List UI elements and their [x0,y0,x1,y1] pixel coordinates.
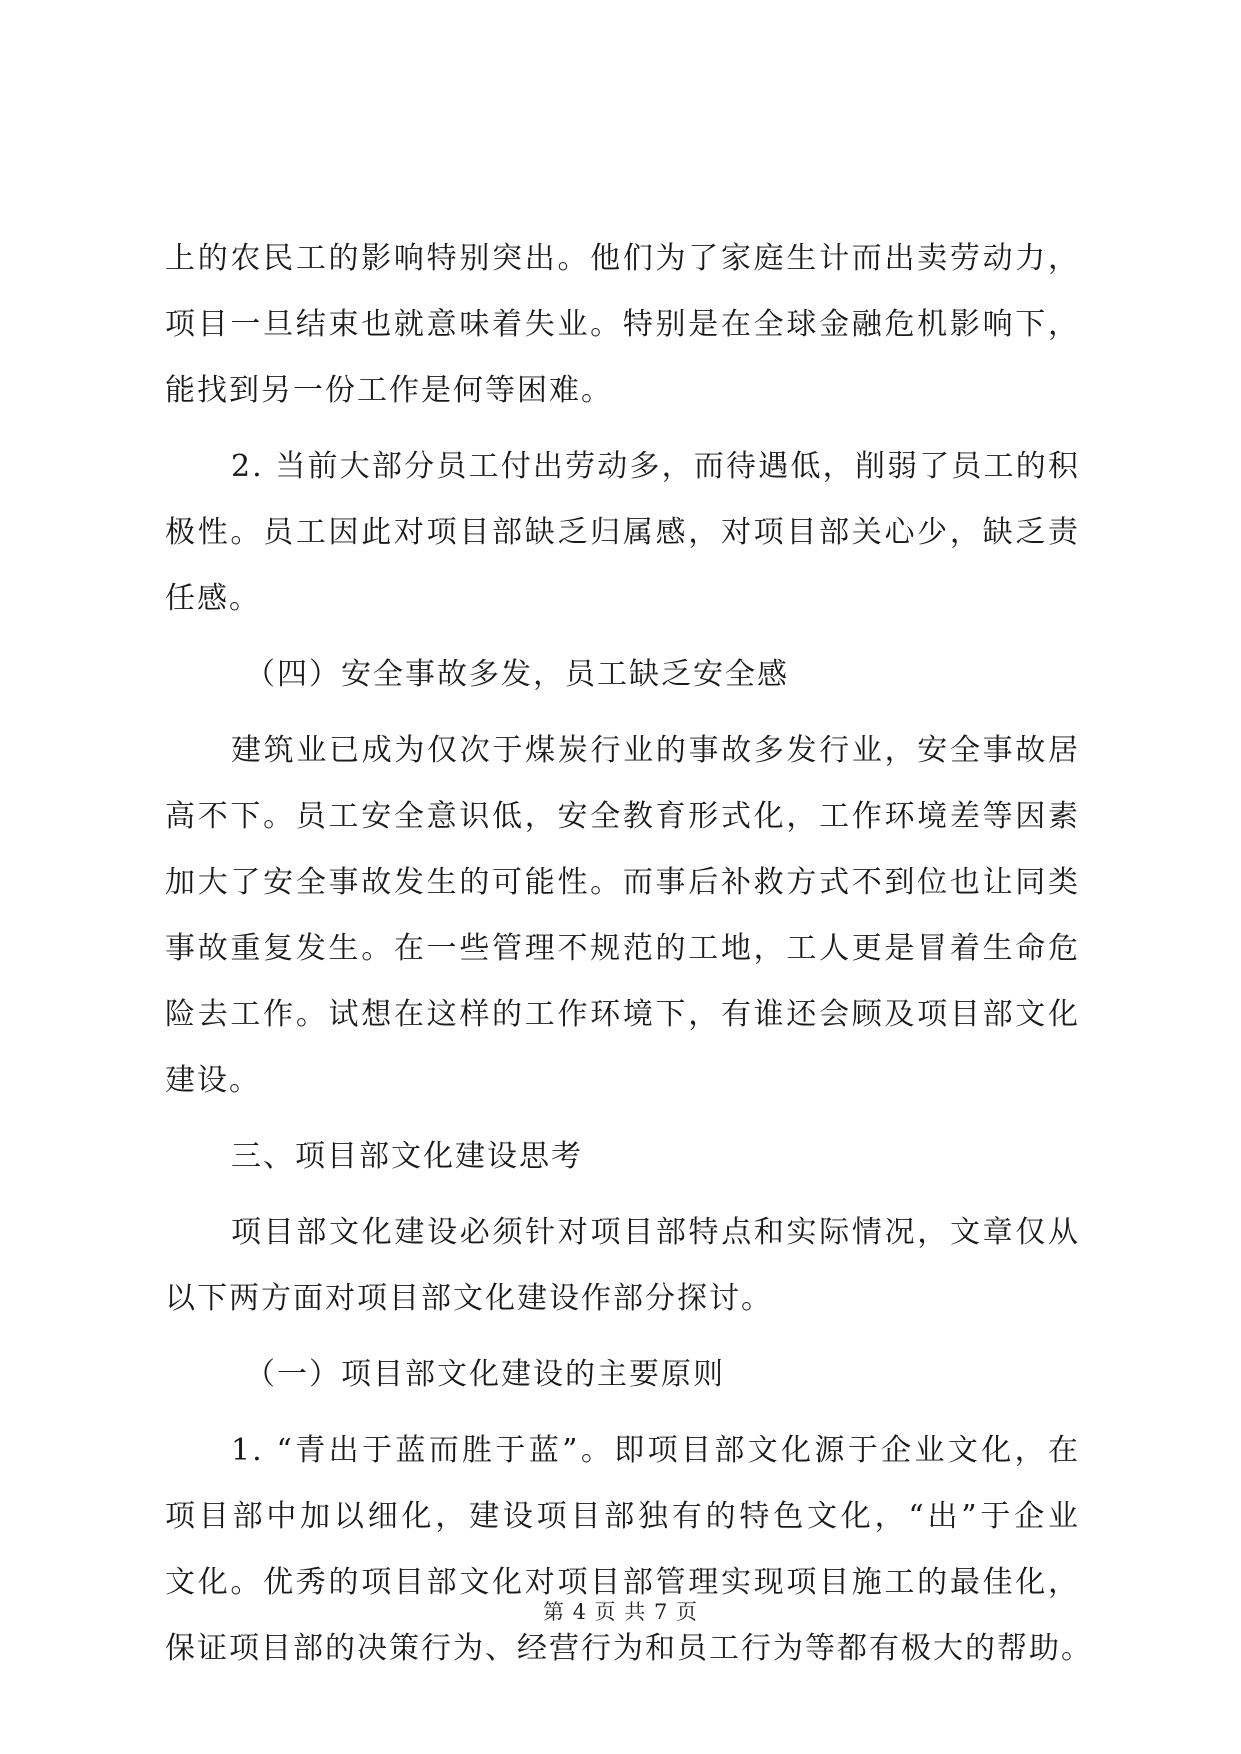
text-line: 文化。优秀的项目部文化对项目部管理实现项目施工的最佳化， [165,1565,1080,1600]
text-line: 加大了安全事故发生的可能性。而事后补救方式不到位也让同类 [165,865,1080,900]
text-line: 建设。 [165,1063,261,1098]
text-line: 任感。 [165,581,261,616]
text-line: 极性。员工因此对项目部缺乏归属感，对项目部关心少，缺乏责 [165,515,1080,550]
text-line: 保证项目部的决策行为、经营行为和员工行为等都有极大的帮助。 [165,1631,1093,1666]
text-line: 建筑业已成为仅次于煤炭行业的事故多发行业，安全事故居 [231,733,1080,768]
text-line: 事故重复发生。在一些管理不规范的工地，工人更是冒着生命危 [165,931,1080,966]
text-line: 项目部文化建设必须针对项目部特点和实际情况，文章仅从 [231,1215,1080,1250]
text-line: 上的农民工的影响特别突出。他们为了家庭生计而出卖劳动力， [165,241,1080,276]
text-line: 能找到另一份工作是何等困难。 [165,373,613,408]
text-line: 高不下。员工安全意识低，安全教育形式化，工作环境差等因素 [165,799,1080,834]
text-line: 1. “青出于蓝而胜于蓝”。即项目部文化源于企业文化，在 [231,1433,1080,1468]
text-line: 项目部中加以细化，建设项目部独有的特色文化，“出”于企业 [165,1499,1080,1534]
document-body [165,226,1093,1682]
text-line: 险去工作。试想在这样的工作环境下，有谁还会顾及项目部文化 [165,997,1080,1032]
page-number: 第 4 页 共 7 页 [542,1600,699,1624]
text-line: 以下两方面对项目部文化建设作部分探讨。 [165,1281,773,1316]
section-heading: 三、项目部文化建设思考 [231,1139,583,1174]
section-heading: （四）安全事故多发，员工缺乏安全感 [245,657,789,692]
text-line: 2. 当前大部分员工付出劳动多，而待遇低，削弱了员工的积 [231,449,1080,484]
text-line: 项目一旦结束也就意味着失业。特别是在全球金融危机影响下， [165,307,1080,342]
section-heading: （一）项目部文化建设的主要原则 [245,1357,725,1392]
